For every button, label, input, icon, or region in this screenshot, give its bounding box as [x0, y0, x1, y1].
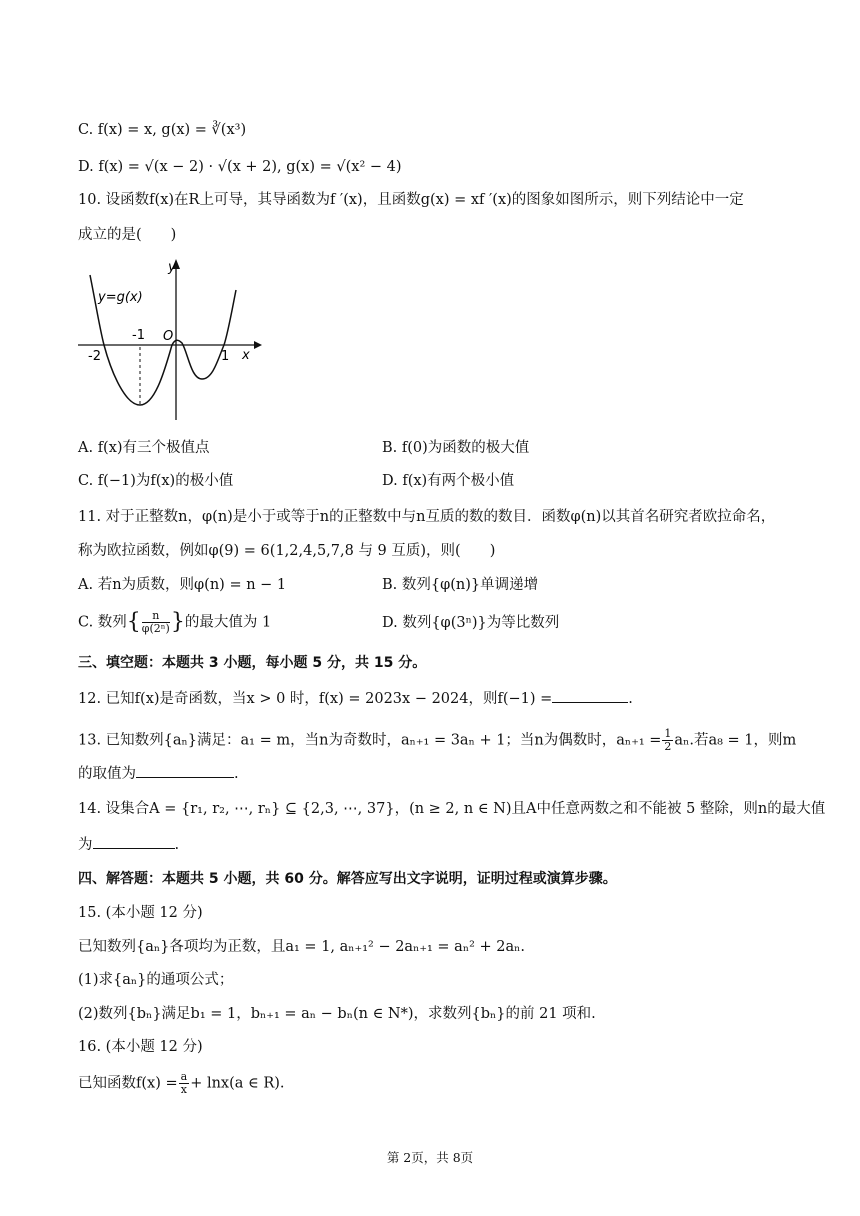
fraction-denominator: 2: [664, 740, 672, 753]
question-15-part-2: (2)数列{bₙ}满足b₁ = 1，bₙ₊₁ = aₙ − bₙ(n ∈ N*)，求数列{bₙ}的前 21 项和.: [78, 1006, 596, 1022]
right-brace: }: [170, 609, 185, 635]
fraction-denominator: x: [180, 1083, 188, 1096]
fraction-16: [179, 1071, 190, 1096]
option-10c: C. f(−1)为f(x)的极小值: [78, 473, 234, 489]
question-14-period: .: [174, 837, 180, 853]
question-15-header: 15. (本小题 12 分): [78, 905, 203, 921]
question-12-text: 12. 已知f(x)是奇函数，当x > 0 时，f(x) = 2023x − 2024，则f(−1) =: [78, 691, 553, 707]
question-11-stem-cont: 称为欧拉函数，例如φ(9) = 6(1,2,4,5,7,8 与 9 互质)，则( ): [78, 543, 496, 559]
option-10d: D. f(x)有两个极小值: [382, 473, 515, 489]
question-13-suffix: aₙ.若a₈ = 1，则m: [674, 732, 797, 749]
option-11b: B. 数列{φ(n)}单调递增: [382, 577, 539, 593]
question-13-cont: [78, 763, 239, 784]
question-14-cont: [78, 834, 179, 855]
question-16-prefix: 已知函数f(x) =: [78, 1075, 178, 1092]
fraction-11c: [142, 610, 170, 635]
question-11-stem: 11. 对于正整数n，φ(n)是小于或等于n的正整数中与n互质的数的数目．函数φ(n)以其首名研究者欧拉命名，: [78, 509, 776, 525]
fraction-numerator: a: [180, 1070, 188, 1083]
function-graph-figure: [76, 255, 266, 425]
curve-label: y=g(x): [98, 290, 143, 305]
option-10b: B. f(0)为函数的极大值: [382, 440, 530, 456]
x-axis-label: x: [242, 348, 250, 363]
question-15-part-1: (1)求{aₙ}的通项公式；: [78, 972, 234, 988]
option-11a: A. 若n为质数，则φ(n) = n − 1: [78, 577, 287, 593]
question-14-cont-text: 为: [78, 837, 93, 853]
question-10-stem-cont: 成立的是( ): [78, 227, 177, 243]
page-footer: 第 2页，共 8页: [386, 1150, 474, 1165]
question-16-header: 16. (本小题 12 分): [78, 1039, 203, 1055]
option-9d: D. f(x) = √(x − 2) · √(x + 2), g(x) = √(x² − 4): [78, 159, 402, 175]
section-3-heading: 三、填空题：本题共 3 小题，每小题 5 分，共 15 分。: [78, 655, 427, 671]
option-11c-suffix: 的最大值为 1: [184, 614, 272, 631]
option-10a: A. f(x)有三个极值点: [78, 440, 210, 456]
option-11c-prefix: C. 数列: [78, 614, 127, 631]
section-4-heading: 四、解答题：本题共 5 小题，共 60 分。解答应写出文字说明，证明过程或演算步骤。: [78, 871, 617, 887]
option-9c: C. f(x) = x, g(x) = ∛(x³): [78, 122, 247, 138]
question-12-period: .: [628, 691, 633, 707]
option-11c: [78, 610, 271, 635]
fraction-13: [662, 728, 673, 753]
y-axis-label: y: [168, 260, 176, 275]
option-11d: D. 数列{φ(3ⁿ)}为等比数列: [382, 615, 560, 631]
left-brace: {: [126, 609, 141, 635]
tick-label-1: 1: [221, 349, 230, 364]
answer-blank-14[interactable]: [93, 834, 175, 849]
question-16-suffix: + lnx(a ∈ R).: [190, 1075, 285, 1092]
origin-label: O: [163, 329, 174, 344]
question-13-period: .: [234, 766, 239, 782]
question-15-stem: 已知数列{aₙ}各项均为正数，且a₁ = 1, aₙ₊₁² − 2aₙ₊₁ = aₙ² + 2aₙ.: [78, 939, 526, 955]
fraction-numerator: n: [142, 610, 170, 623]
question-14-stem: 14. 设集合A = {r₁, r₂, ⋯, rₙ} ⊆ {2,3, ⋯, 37}，(n ≥ 2, n ∈ N)且A中任意两数之和不能被 5 整除，则n的最大值: [78, 801, 826, 817]
answer-blank-13[interactable]: [136, 763, 234, 778]
fraction-denominator: φ(2ⁿ): [141, 622, 170, 635]
question-16-stem: [78, 1071, 285, 1096]
question-12: [78, 688, 633, 709]
answer-blank-12[interactable]: [552, 688, 628, 703]
tick-label-minus-1: -1: [132, 328, 145, 343]
question-13-stem: [78, 728, 796, 753]
x-axis-arrow-icon: [254, 341, 262, 349]
question-13-cont-text: 的取值为: [78, 766, 136, 782]
question-13-prefix: 13. 已知数列{aₙ}满足：a₁ = m，当n为奇数时，aₙ₊₁ = 3aₙ + 1；当n为偶数时，aₙ₊₁ =: [78, 732, 662, 749]
tick-label-minus-2: -2: [88, 349, 101, 364]
fraction-numerator: 1: [664, 727, 672, 740]
question-10-stem: 10. 设函数f(x)在R上可导，其导函数为f ′(x)，且函数g(x) = xf ′(x)的图象如图所示，则下列结论中一定: [78, 192, 744, 208]
